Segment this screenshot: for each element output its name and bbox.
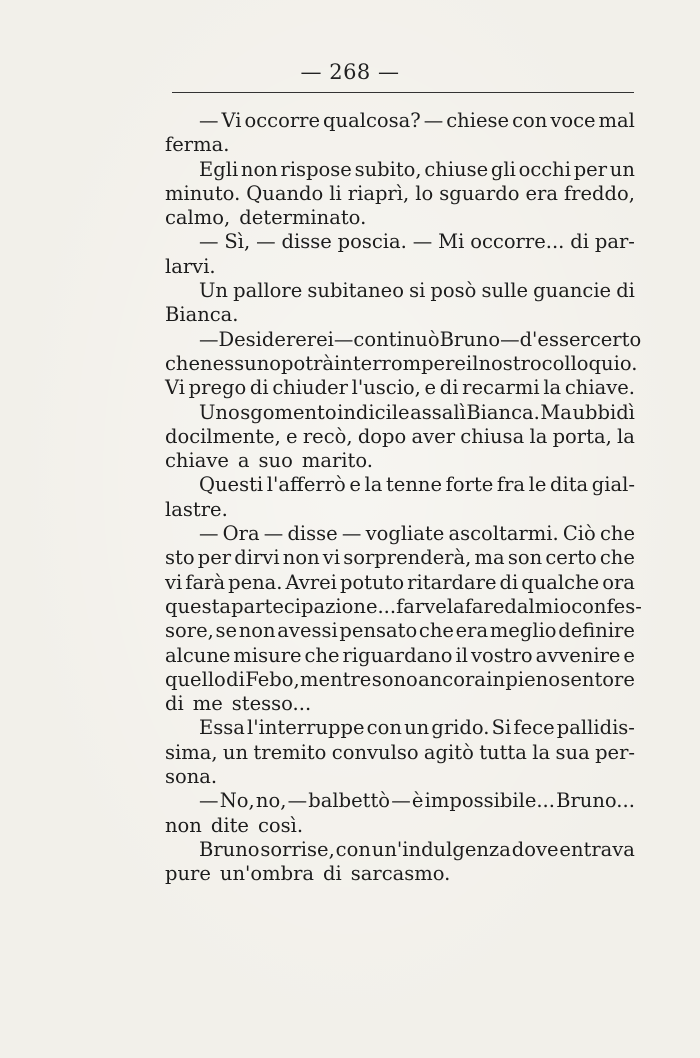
text-line: lastre. <box>165 497 228 521</box>
text-line: — No, no, — balbettò — è impossibile... Bruno... <box>199 789 635 813</box>
text-line: sona. <box>165 765 218 789</box>
text-line: sima, un tremito convulso agitò tutta la sua per- <box>165 740 635 764</box>
text-line: pure un'ombra di sarcasmo. <box>165 862 451 886</box>
text-line: non dite così. <box>165 813 304 837</box>
text-line: Egli non rispose subito, chiuse gli occhi per un <box>199 157 635 181</box>
text-line: — Vi occorre qualcosa? — chiese con voce mal <box>199 109 635 132</box>
text-line: minuto. Quando li riaprì, lo sguardo era freddo, <box>165 181 635 205</box>
text-line: vi farà pena. Avrei potuto ritardare di qualche ora <box>165 570 635 594</box>
text-line: Un pallore subitaneo si posò sulle guancie di <box>199 279 635 303</box>
text-line: Bianca. <box>165 303 239 327</box>
text-line: Essa l'interruppe con un grido. Si fece pallidis- <box>199 716 635 740</box>
text-line: docilmente, e recò, dopo aver chiusa la porta, la <box>165 424 635 448</box>
text-line: ferma. <box>165 133 230 157</box>
text-line: larvi. <box>165 254 216 278</box>
text-line: sore, se non avessi pensato che era meglio definire <box>165 619 635 643</box>
text-line: quello di Febo, mentre sono ancora in pieno sentore <box>165 667 635 691</box>
text-line: questa partecipazione... farvela fare dal mio confes- <box>165 594 642 618</box>
header-rule <box>172 92 634 93</box>
text-line: Bruno sorrise, con un'indulgenza dove entrava <box>199 837 635 861</box>
text-line: — Sì, — disse poscia. — Mi occorre... di par- <box>199 230 635 254</box>
body-text <box>165 109 642 887</box>
text-line: alcune misure che riguardano il vostro avvenire e <box>165 643 635 667</box>
text-line: chiave a suo marito. <box>165 449 373 473</box>
text-line: Uno sgomento indicile assalì Bianca. Ma ubbidì <box>199 400 635 424</box>
text-line: Vi prego di chiuder l'uscio, e di recarmi la chiave. <box>165 376 635 400</box>
text-line: — Desidererei — continuò Bruno — d'esser certo <box>199 327 642 351</box>
text-line: sto per dirvi non vi sorprenderà, ma son certo che <box>165 546 635 570</box>
page-number: — 268 — <box>300 60 400 84</box>
text-line: che nessuno potrà interrompere il nostro colloquio. <box>165 351 638 375</box>
text-line: calmo, determinato. <box>165 206 367 230</box>
text-line: di me stesso... <box>165 692 312 716</box>
text-line: Questi l'afferrò e la tenne forte fra le dita gial- <box>199 473 635 497</box>
text-line: — Ora — disse — vogliate ascoltarmi. Ciò che <box>199 522 635 546</box>
